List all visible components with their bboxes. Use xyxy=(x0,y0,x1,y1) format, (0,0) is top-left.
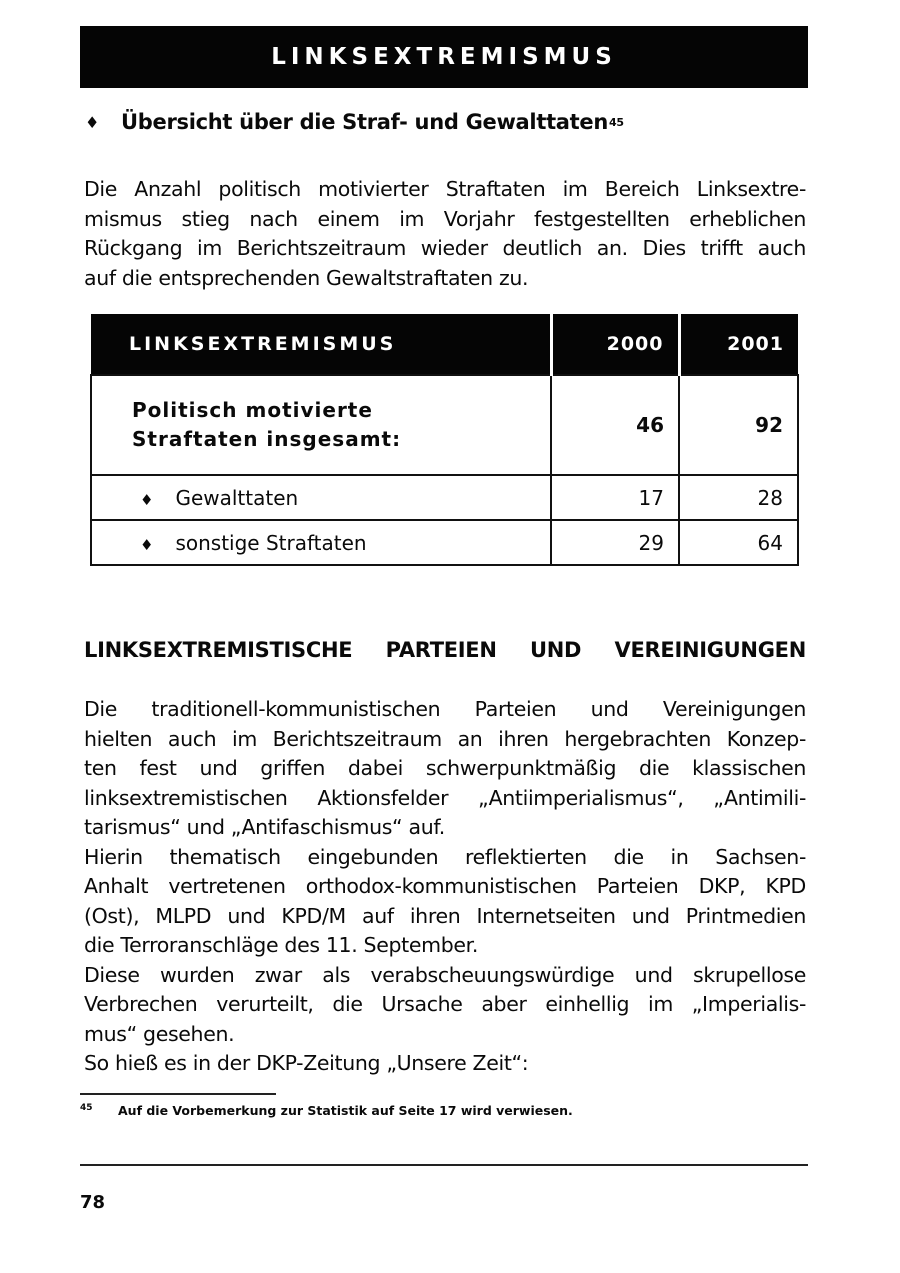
table-row-total xyxy=(91,375,798,475)
cell-2001: 64 xyxy=(679,520,798,565)
header-category: LINKSEXTREMISMUS xyxy=(91,314,551,375)
row-label-text: sonstige Straftaten xyxy=(175,530,367,555)
text-line: Rückgang im Berichtszeitraum wieder deutlich an. Dies trifft auch xyxy=(84,236,806,260)
text-line: Verbrechen verurteilt, die Ursache aber einhellig im „Imperialis- xyxy=(84,992,806,1016)
diamond-bullet-icon: ♦ xyxy=(85,112,100,132)
text-line: mus“ gesehen. xyxy=(84,1021,235,1046)
cell-2000: 17 xyxy=(551,475,679,520)
text-line: Diese wurden zwar als verabscheuungswürdige und skrupellose xyxy=(84,962,806,987)
subheading-text: Übersicht über die Straf- und Gewalttaten xyxy=(121,110,609,134)
footnote-divider xyxy=(80,1093,276,1095)
footnote-ref[interactable]: 45 xyxy=(609,115,624,129)
text-line: ten fest und griffen dabei schwerpunktmäßig die klassischen xyxy=(84,756,806,780)
text-line: mismus stieg nach einem im Vorjahr festgestellten erheblichen xyxy=(84,206,806,231)
text-line: auf die entsprechenden Gewaltstraftaten zu. xyxy=(84,265,529,290)
cell-2000: 29 xyxy=(551,520,679,565)
text-line: (Ost), MLPD und KPD/M auf ihren Internetseiten und Printmedien xyxy=(84,903,806,928)
header-year-2001: 2001 xyxy=(679,314,798,375)
chapter-banner xyxy=(80,26,808,88)
text-line: Anhalt vertretenen orthodox-kommunistischen Parteien DKP, KPD xyxy=(84,874,806,898)
page-divider xyxy=(80,1164,808,1166)
section-title-word: PARTEIEN xyxy=(385,638,497,662)
chapter-title: LINKSEXTREMISMUS xyxy=(271,44,617,70)
total-2001: 92 xyxy=(679,375,798,475)
section-title xyxy=(84,638,806,662)
statistics-table xyxy=(90,314,799,566)
total-2000: 46 xyxy=(551,375,679,475)
text-line: So hieß es in der DKP-Zeitung „Unsere Zeit“: xyxy=(84,1051,529,1075)
footnote-number: 45 xyxy=(80,1103,93,1113)
text-line: die Terroranschläge des 11. September. xyxy=(84,933,478,957)
page-number: 78 xyxy=(80,1192,106,1213)
table-header-row xyxy=(91,314,798,375)
text-line: tarismus“ und „Antifaschismus“ auf. xyxy=(84,815,445,839)
section-title-word: VEREINIGUNGEN xyxy=(614,638,806,662)
intro-paragraph xyxy=(84,175,806,293)
footnote xyxy=(80,1103,573,1118)
header-year-2000: 2000 xyxy=(551,314,679,375)
diamond-bullet-icon: ♦ xyxy=(140,535,154,554)
cell-2001: 28 xyxy=(679,475,798,520)
row-label-text: Gewalttaten xyxy=(175,485,299,510)
table-row xyxy=(91,475,798,520)
text-line: linksextremistischen Aktionsfelder „Antiimperialismus“, „Antimili- xyxy=(84,785,806,810)
text-line: Hierin thematisch eingebunden reflektierten die in Sachsen- xyxy=(84,844,806,869)
total-label-line: Straftaten insgesamt: xyxy=(132,427,402,451)
total-label-line: Politisch motivierte xyxy=(132,398,373,422)
section-title-word: LINKSEXTREMISTISCHE xyxy=(84,638,353,662)
text-line: hielten auch im Berichtszeitraum an ihren hergebrachten Konzep- xyxy=(84,726,806,751)
section-title-word: UND xyxy=(529,638,582,662)
footnote-text: Auf die Vorbemerkung zur Statistik auf Seite 17 wird verwiesen. xyxy=(118,1103,573,1118)
subheading xyxy=(85,110,624,134)
text-line: Die Anzahl politisch motivierter Straftaten im Bereich Linksextre- xyxy=(84,177,806,201)
section-body xyxy=(84,695,806,1079)
table-row xyxy=(91,520,798,565)
row-label xyxy=(91,475,551,520)
total-label xyxy=(91,375,551,475)
diamond-bullet-icon: ♦ xyxy=(140,490,154,509)
row-label xyxy=(91,520,551,565)
text-line: Die traditionell-kommunistischen Parteien und Vereinigungen xyxy=(84,697,806,721)
